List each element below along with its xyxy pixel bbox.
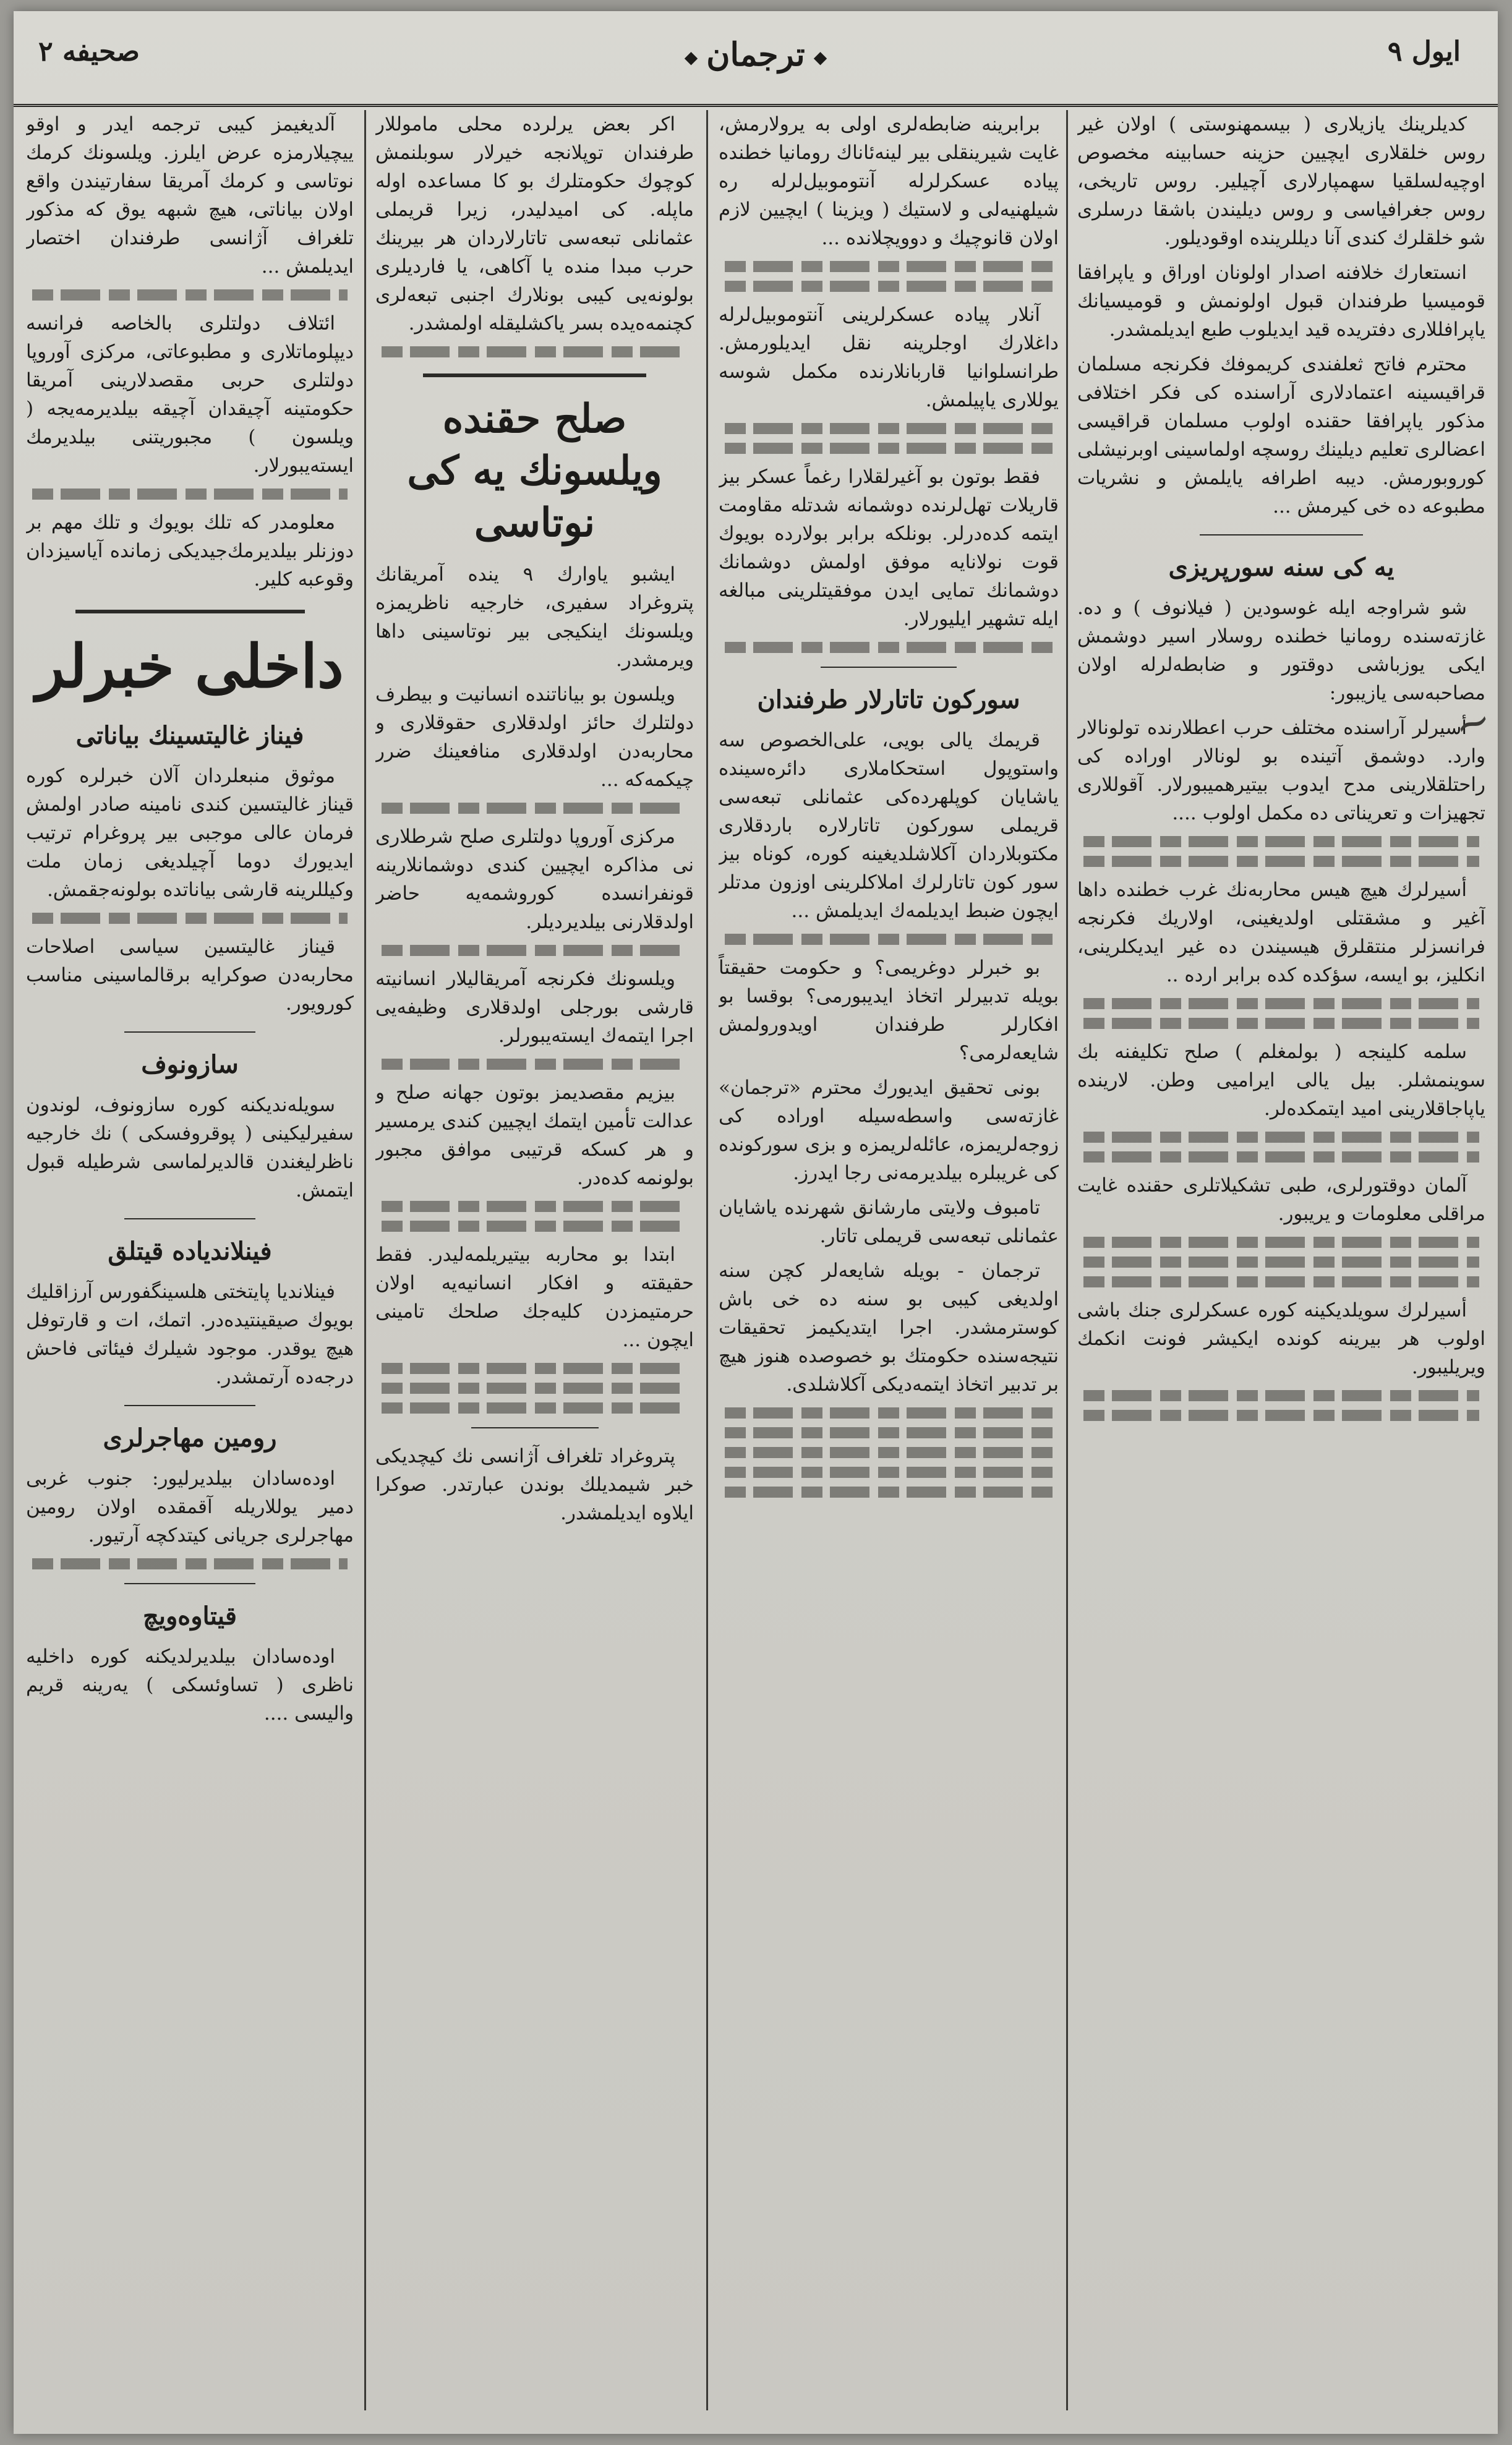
text-line xyxy=(725,934,1053,945)
text-line xyxy=(382,803,688,814)
article-columns xyxy=(14,110,1498,2410)
article-paragraph: ویلسونك فکرنجه آمریقالیلار انسانیته قارشی بورجلی اولدقلاری وظیفه‌یی اجرا ایتمه‌ك ایسته‌یبورلر. xyxy=(375,968,694,1047)
text-line xyxy=(1083,836,1479,847)
text-line xyxy=(32,289,348,301)
text-line xyxy=(382,1221,688,1232)
column-rule xyxy=(706,110,708,2410)
text-line xyxy=(725,443,1053,454)
column-rule xyxy=(364,110,366,2410)
article-paragraph: ویلسون بو بیاناتنده انسانیت و بیطرف دولتلرك حائز اولدقلاری حقوقلاری و محاربه‌دن اولدقلاری منافعینك ضرر چیکمه‌كه ... xyxy=(375,683,694,791)
text-line xyxy=(1083,1237,1479,1248)
section-separator xyxy=(75,610,305,613)
text-line xyxy=(1083,1257,1479,1268)
column-2 xyxy=(719,110,1059,2410)
article-paragraph: أسیرلرك سویلدیکینه کوره عسکرلری جنك باشی اولوب هر بیرینه کونده ایکیشر فونت انکمك ویریلیبور. xyxy=(1077,1299,1485,1378)
text-line xyxy=(725,1427,1053,1438)
article-paragraph: قیناز غالیتسین سیاسی اصلاحات محاربه‌دن صوکرایه برقالماسینی مناسب کورویور. xyxy=(26,936,354,1015)
article-paragraph: اکر بعض یرلرده محلی ماموللار طرفندان توپلانجه خیرلار سوبلنمش کوچوك حکومتلرك بو کا مساعده اوله ماپله. کی امیدلیدر، زیرا قریملی عثمانلی تبعه‌سی تاتارلاردان هر بیرینك حرب مبدا منده یا آکاهی، یا فاردیلری بولونه‌یی کیبی بونلارك اجنبی تبعه‌لری کچنمه‌ه‌یده بسر یاکشلیقله اولمشدر. xyxy=(375,113,694,335)
text-line xyxy=(382,1402,688,1414)
article-paragraph: فینلاندیا پایتختی هلسینگفورس آرزاقلیك بویوك صیقینتیده‌در. اتمك، ات و قارتوفل هیچ یوقدر. موجود شیلرك فیئاتی فاحش درجه‌ده آرتمشدر. xyxy=(26,1281,354,1388)
text-line xyxy=(725,281,1053,292)
article-paragraph: سویله‌ندیکنه کوره سازونوف، لوندون سفیرلیکینی ( پوقروفسکی ) نك خارجیه ناظرلیغندن قالدیرلماسی شرطیله قبول ایتمش. xyxy=(26,1094,354,1201)
section-separator xyxy=(1200,534,1363,536)
text-line xyxy=(382,1363,688,1374)
section-heading-finland-shortage: فینلاندیاده قیتلق xyxy=(108,1237,272,1266)
section-heading-exiled-by-tatars: سورکون تاتارلار طرفندان xyxy=(757,685,1020,714)
column-3 xyxy=(375,110,694,2410)
text-line xyxy=(382,1383,688,1394)
newspaper-page xyxy=(14,11,1498,2434)
issue-date: ایول ۹ xyxy=(1387,36,1461,67)
article-paragraph: سلمه کلینجه ( بولمغلم ) صلح تکلیفنه بك سوینمشلر. بیل یالی ایرامیی وطن. لارینده یاپاجاقلارینی امید ایتمکده‌لر. xyxy=(1077,1041,1485,1120)
article-paragraph: شو شراوجه ایله غوسودین ( فیلانوف ) و ده. غازته‌سنده رومانیا خطنده روسلار اسیر دوشمش ایکی یوزباشی دوقتور و ضابطه‌لرله اولان مصاحبه‌سی یازیبور: xyxy=(1077,597,1485,704)
section-heading-kitaevich: قیتاوه‌ویچ xyxy=(143,1602,237,1631)
text-line xyxy=(1083,1390,1479,1401)
text-line xyxy=(725,642,1053,653)
text-line xyxy=(1083,998,1479,1009)
text-line xyxy=(725,423,1053,434)
article-paragraph: ابتدا بو محاربه بیتیریلمه‌لیدر. فقط حقیقته و افکار انسانیه‌یه اولان حرمتیمزدن کلیه‌جك صلحك تامینی ایچون ... xyxy=(375,1244,694,1351)
article-paragraph: قریمك یالی بویی، علی‌الخصوص سه واستوپول استحکاملاری دائره‌سینده یاشایان کوپلهرده‌کی عثمانلی تبعه‌سی قریملی سورکون تاتارلاره باردقلاری مکتوبلاردان آکلاشلدیغینه کوره، کوناه بیز سور کون تاتارلرك املاکلرینی اوزون مدتلر ایچون ضبط ایدیلمه‌ك ایدیلمش ... xyxy=(719,729,1059,922)
newspaper-title: ◆ ترجمان ◆ xyxy=(663,36,848,74)
section-separator xyxy=(423,373,646,377)
article-paragraph: أسیرلرك هیچ هیس محاربه‌نك غرب خطنده داها آغیر و مشقتلی اولدیغینی، اولاریك فکرنجه فرانسزلر منتقلرق هیسیندن ده‌ غیر ایدیکلرینی، انکلیز، بو ایسه، سؤکده کده برابر ارده .. xyxy=(1077,879,1485,986)
article-paragraph: موثوق منبعلردان آلان خبرلره کوره قیناز غالیتسین کندی نامینه صادر اولمش فرمان عالی موجبی بیر پروغرام ترتیب ایدیورك دوما آچیلدیغی زمان ملت وکیللرینه قارشی بیاناتده بولونه‌جقمش. xyxy=(26,765,354,901)
text-line xyxy=(1083,1276,1479,1287)
section-heading-golitsyn-statement: فیناز غالیتسینك بیاناتی xyxy=(75,721,304,750)
section-heading-sazonov: سازونوف xyxy=(141,1050,239,1079)
article-paragraph: ائتلاف دولتلری بالخاصه فرانسه دیپلوماتلاری و مطبوعاتی، مرکزی آوروپا دولتلری حربی مقصدلارینی آمریقا حکومتینه آچیقدان آچیقه بیلدیرمه‌یجه ( ویلسون ) مجبوریتنی بیلدیرمك ایسته‌یبورلار. xyxy=(26,312,354,477)
text-line xyxy=(382,346,688,357)
column-4 xyxy=(26,110,354,2410)
text-line xyxy=(1083,1018,1479,1029)
text-line xyxy=(32,1558,348,1569)
text-line xyxy=(382,945,688,956)
text-line xyxy=(725,1467,1053,1478)
text-line xyxy=(725,261,1053,272)
article-paragraph: اوده‌سادان بیلدیرلیور: جنوب غربی دمیر یوللاریله آقمقده اولان رومین مهاجرلری جریانی کیتدکچه آرتیور. xyxy=(26,1467,354,1547)
section-heading-new-year-surprise: یه کی سنه سورپریزی xyxy=(1168,553,1395,582)
article-paragraph: برابرینه ضابطه‌لری اولی به یرولارمش، غایت شیرینقلی بیر لینه‌ئاناك رومانیا خطنده پیاده عسکرلرله آنتوموبیل‌لرله ره شیلهنیه‌لی و لاستیك ( ویزینا ) ایچیین لازم اولان قانوچیك و دوویچلانده ... xyxy=(719,113,1059,249)
article-paragraph: آلدیغیمز کیبی ترجمه ایدر و اوقو ییچیلارمزه عرض ایلرز. ویلسونك کرمك نوتاسی و کرمك آمریقا سفارتیندن واقع اولان بیاناتی، هیچ شبهه یوق که مذکور تلغراف آژانسی طرفندان اختصار ایدیلمش ... xyxy=(26,113,354,278)
text-line xyxy=(1083,856,1479,867)
section-separator xyxy=(124,1218,255,1219)
article-paragraph: تامبوف ولایتی مارشانق شهرنده یاشایان عثمانلی تبعه‌سی قریملی تاتار. xyxy=(719,1197,1059,1247)
article-paragraph: آلمان دوقتورلری، طبی تشکیلاتلری حقنده غایت مراقلی معلومات و یریبور. xyxy=(1077,1174,1485,1225)
text-line xyxy=(725,1447,1053,1458)
article-paragraph: اوده‌سادان بیلدیرلدیکنه کوره داخلیه ناظری ( تساوئسکی ) یه‌رینه قریم والیسی .... xyxy=(26,1645,354,1725)
article-paragraph: پتروغراد تلغراف آژانسی نك کیچدیکی خبر شیمدیلك بوندن عبارتدر. صوکرا ایلاوه ایدیلمشدر. xyxy=(375,1445,694,1524)
article-paragraph: محترم فاتح ثعلفندی کریموفك فکرنجه مسلمان قراقیسینه اعتمادلاری آراسنده کی فکر اختلافی مذکور یاپرافقا حقنده اولوب مسلمان قراقیسی اعضالری تعلیم دیلینك روسچه اولماسینی اوبرنیشلی کوروبورمش. دیبه اطرافه یایلمش و نشریات مطبوعه ده‌ خی کیرمش ... xyxy=(1077,353,1485,518)
article-paragraph: أسیرلر آراسنده مختلف حرب اعطلارنده تولونالار وارد. دوشمق آتینده بو لونالار اوراده کی راحتلقلارینی مدح ایدوب بیتیرهمیبورلار. آقوللاری تجهیزات و تعریناتی ده‌ مکمل اولوب .... xyxy=(1077,717,1485,824)
text-line xyxy=(1083,1410,1479,1421)
masthead xyxy=(14,11,1498,107)
article-paragraph: ترجمان - بویله شایعه‌لر کچن سنه اولدیغی کیبی بو سنه ده‌ خی باش کوسترمشدر. اجرا ایتدیکیمز تحقیقات نتیجه‌سنده حکومتك بو خصوصده هنوز هیچ بر تدبیر اتخاذ ایتمه‌دیکی آکلاشلدی. xyxy=(719,1260,1059,1396)
headline-wilson-peace-note: صلح حقنده ویلسونك یه کی نوتاسی xyxy=(407,396,662,546)
text-line xyxy=(382,1059,688,1070)
handwritten-mark: ~ xyxy=(1446,693,1498,753)
article-paragraph: بونی تحقیق ایدیورك محترم «ترجمان» غازته‌سی واسطه‌سیله اوراده کی زوجه‌لریمزه، عائله‌لریمزه و بزی سورکونده کی غریبلره بیلدیرمه‌نی رجا ایدرز. xyxy=(719,1077,1059,1184)
text-line xyxy=(32,913,348,924)
article-paragraph: انستعارك خلافنه اصدار اولونان اوراق و یاپرافقا قومیسیا طرفندان قبول اولونمش و قومیسیانك یاپرافللاری دفتریده قید ایدیلوب طبع ایدیلمشدر. xyxy=(1077,262,1485,341)
article-paragraph: مرکزی آوروپا دولتلری صلح شرطلاری نی مذاکره ایچیین کندی دوشمانلارینه قونفرانسده کوروشمه‌یه حاضر اولدقلارنی بیلدیردیلر. xyxy=(375,826,694,933)
section-separator xyxy=(821,667,957,668)
article-paragraph: معلومدر که تلك بویوك و تلك مهم بر دوزنلر بیلدیرمك‌جیدیکی زمانده آیاسیزدان وقوعبه کلیر. xyxy=(26,511,354,591)
article-paragraph: آنلار پیاده عسکرلرینی آنتوموبیل‌لرله داغلارك اوجلرینه نقل ایدیلورمش. طرانسلوانیا قاربانلارنده مکمل شوسه یوللاری یاپیلمش. xyxy=(719,304,1059,411)
section-separator xyxy=(124,1031,255,1033)
text-line xyxy=(725,1407,1053,1419)
column-1 xyxy=(1077,110,1485,2410)
text-line xyxy=(1083,1132,1479,1143)
headline-domestic-news: داخلی خبرلر xyxy=(36,631,344,701)
page-number-label: صحیفه ۲ xyxy=(38,36,140,67)
column-rule xyxy=(1066,110,1068,2410)
article-paragraph: ایشبو یاوارك ۹ ینده آمریقانك پتروغراد سفیری، خارجیه ناظریمزه ویلسونك اینکیجی بیر نوتاسینی داها ویرمشدر. xyxy=(375,563,694,671)
article-paragraph: کدیلرینك یازیلاری ( بیسمهنوستی ) اولان غیر روس خلقلاری ایچیین حزینه حسابینه مخصوص اوچیه‌لسلقیا سهمپارلاری آچیلیر. روس تاریخی، روس جغرافیاسی و روس دیلیندن باشقا درسلری شو خلقلرك کندی آنا دیللرینده اوقودیلور. xyxy=(1077,113,1485,249)
text-line xyxy=(1083,1151,1479,1163)
text-line xyxy=(32,489,348,500)
section-separator xyxy=(124,1405,255,1406)
section-separator xyxy=(124,1583,255,1584)
section-separator xyxy=(471,1427,599,1428)
article-paragraph: بیزیم مقصدیمز بوتون جهانه صلح و عدالت تأمین ایتمك ایچیین کندی یرمسیر و هر کسکه قرتیبی موافق مجبور بولونمه کده‌در. xyxy=(375,1082,694,1189)
article-paragraph: فقط بوتون بو آغیرلقلارا رغماً عسکر بیز قاریلات تهل‌لرنده دوشمانه شدتله مقاومت ایتمه کده‌درلر. بونلکه برابر بولارده بویوك قوت نولانا‌یه موفق اولمش دوشمانك دوشمانك تمایی ایدن موفقیتلرینی مبالغه ایله تشهیر ایلیورلار. xyxy=(719,466,1059,630)
text-line xyxy=(382,1201,688,1212)
text-line xyxy=(725,1487,1053,1498)
section-heading-romanian-refugees: رومین مهاجرلری xyxy=(103,1423,277,1453)
article-paragraph: بو خبرلر دوغریمی؟ و حکومت حقیقتاً بویله تدبیرلر اتخاذ ایدیبورمی؟ بوقسا بو افکارلر طرفندان اویدورولمش شایعه‌لرمی؟ xyxy=(719,957,1059,1064)
